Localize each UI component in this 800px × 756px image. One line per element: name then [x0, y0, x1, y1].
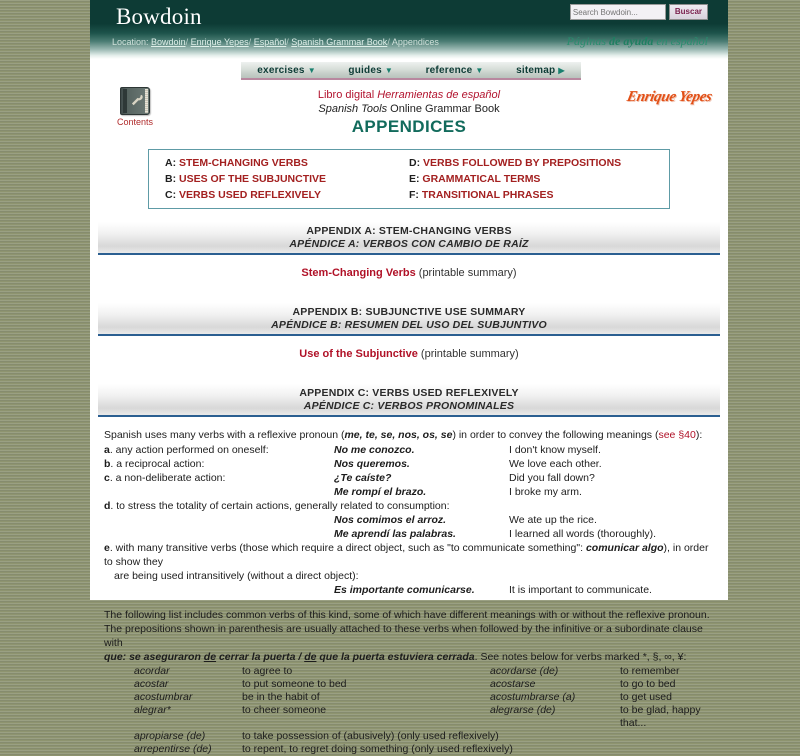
printable-summary-note: (printable summary): [417, 348, 519, 360]
site-tagline: [567, 34, 708, 49]
meaning-reflexive: to get used: [620, 691, 672, 703]
nav-item-label: exercises: [257, 64, 305, 76]
note-emph-2: cerrar la puerta /: [216, 651, 305, 663]
reflexive-verb-table: [134, 665, 714, 756]
breadcrumb-separator: /: [185, 37, 189, 47]
table-row: [134, 743, 714, 756]
meaning-text: . a non-deliberate action:: [109, 472, 226, 484]
verb-reflexive: acostumbrarse (a): [490, 691, 576, 703]
breadcrumb-separator: /: [248, 37, 252, 47]
section-title-es: APÉNDICE C: VERBOS PRONOMINALES: [303, 400, 515, 412]
breadcrumb-item-espanol[interactable]: Español: [253, 37, 287, 47]
meaning-reflexive: to go to bed: [620, 678, 676, 690]
index-letter: B:: [165, 173, 177, 185]
example-english: We ate up the rice.: [509, 514, 597, 526]
example-english: I learned all words (thoroughly).: [509, 528, 657, 540]
example-english: It is important to communicate.: [509, 584, 652, 596]
breadcrumb-separator: /: [387, 37, 390, 47]
example-spanish: Nos queremos.: [334, 458, 410, 470]
section-header-appendix-a: [98, 222, 720, 255]
nav-item-label: sitemap: [516, 64, 556, 76]
chevron-down-icon: ▼: [384, 65, 393, 75]
meaning-marker: e: [104, 542, 110, 554]
index-letter: E:: [409, 173, 420, 185]
index-entry-e: [409, 173, 653, 185]
tagline-bold: de ayuda: [609, 34, 654, 48]
note-line-3: [104, 650, 714, 664]
note-line-2: The prepositions shown in parenthesis are usually attached to these verbs when followed by the infinitive or a subordinate clause with: [104, 623, 703, 649]
index-letter: D:: [409, 157, 421, 169]
appendix-index-grid: [165, 157, 653, 201]
note-tail: . See notes below for verbs marked *, §, ∞, ¥:: [474, 651, 687, 663]
subtitle-plain: Libro digital: [317, 89, 378, 101]
subtitle-plain: Online Grammar Book: [387, 103, 500, 115]
meaning-lead-b: [104, 457, 334, 471]
example-english: We love each other.: [509, 458, 602, 470]
meaning-nonreflexive: to take possession of (abusively) (only used reflexively): [242, 730, 499, 742]
meaning-row-e: [104, 583, 714, 597]
index-entry-d: [409, 157, 653, 169]
section-title-en: APPENDIX C: VERBS USED REFLEXIVELY: [299, 387, 519, 399]
nav-item-guides[interactable]: [348, 65, 393, 76]
appendix-a-summary-row: [90, 255, 728, 290]
meaning-text-1: . with many transitive verbs (those which require a direct object, such as "to communicate something":: [109, 542, 586, 554]
nav-item-label: reference: [425, 64, 473, 76]
meaning-marker: d: [104, 500, 111, 512]
meaning-row-d-1: [104, 513, 714, 527]
nav-item-exercises[interactable]: [257, 65, 316, 76]
printable-summary-note: (printable summary): [415, 267, 517, 279]
nav-strip: [241, 62, 581, 80]
page-title: APPENDICES: [351, 117, 467, 136]
search-submit-button[interactable]: Buscar: [669, 4, 708, 20]
meaning-reflexive: to be glad, happy that...: [620, 704, 701, 729]
note-emphasis: [104, 651, 475, 663]
meaning-text-2: ), in order to show they: [104, 542, 709, 568]
breadcrumb-separator: /: [286, 37, 289, 47]
chevron-right-icon: ▶: [558, 65, 565, 75]
meaning-row-a: [104, 443, 714, 457]
meaning-lead-spacer: [104, 513, 334, 527]
search-input[interactable]: [570, 4, 666, 20]
example-spanish: ¿Te caíste?: [334, 472, 392, 484]
breadcrumb-item-appendices: Appendices: [391, 37, 439, 47]
section-title-es: APÉNDICE B: RESUMEN DEL USO DEL SUBJUNTIVO: [271, 319, 547, 331]
appendix-c-body: [104, 428, 714, 664]
breadcrumb: [112, 37, 439, 47]
meaning-row-c: [104, 471, 714, 485]
tagline-prefix: Páginas: [566, 34, 610, 48]
meaning-text: . to stress the totality of certain actions, generally related to consumption:: [110, 500, 450, 512]
breadcrumb-item-spanish-grammar-book[interactable]: Spanish Grammar Book: [291, 37, 388, 47]
chevron-down-icon: ▼: [475, 65, 484, 75]
index-entry-a: [165, 157, 409, 169]
meaning-text: . any action performed on oneself:: [109, 444, 269, 456]
appendix-b-summary-row: [90, 336, 728, 371]
meaning-row-b: [104, 457, 714, 471]
meaning-row-d-2: [104, 527, 714, 541]
breadcrumb-item-enrique-yepes[interactable]: Enrique Yepes: [190, 37, 249, 47]
table-row: [134, 730, 714, 743]
breadcrumb-item-bowdoin[interactable]: Bowdoin: [151, 37, 186, 47]
index-link-stem-changing-verbs[interactable]: STEM-CHANGING VERBS: [179, 157, 308, 169]
verb-nonreflexive: acordar: [134, 665, 170, 677]
link-see-section-40[interactable]: see §40: [658, 429, 696, 441]
nav-item-reference[interactable]: [426, 65, 484, 76]
meaning-marker: b: [104, 458, 111, 470]
link-use-of-the-subjunctive-summary[interactable]: Use of the Subjunctive: [299, 348, 418, 360]
index-link-grammatical-terms[interactable]: GRAMMATICAL TERMS: [422, 173, 541, 185]
meaning-lead-e-cont: are being used intransitively (without a direct object):: [114, 570, 359, 582]
table-row: [134, 704, 714, 730]
contents-label: Contents: [116, 117, 154, 127]
meaning-lead-a: [104, 443, 334, 457]
breadcrumb-label: Location:: [112, 37, 149, 47]
subtitle-italic: Spanish Tools: [318, 103, 388, 115]
index-letter: F:: [409, 189, 419, 201]
nav-item-label: guides: [348, 64, 382, 76]
note-emph-3: que la puerta estuviera cerrada: [316, 651, 475, 663]
intro-text-2: ) in order to convey the following meanings (: [452, 429, 659, 441]
meaning-row-c-extra: [104, 485, 714, 499]
appendix-index-box: [148, 149, 670, 209]
section-header-appendix-c: [98, 384, 720, 417]
section-title-en: APPENDIX A: STEM-CHANGING VERBS: [306, 225, 512, 237]
verb-reflexive: acordarse (de): [490, 665, 559, 677]
table-row: [134, 665, 714, 678]
index-entry-c: [165, 189, 409, 201]
wrench-icon: [130, 92, 144, 108]
meaning-lead-d: [104, 499, 714, 513]
index-letter: A:: [165, 157, 177, 169]
meaning-lead-e: [104, 541, 714, 569]
contents-link[interactable]: [110, 87, 160, 127]
meaning-marker: a: [104, 444, 110, 456]
index-link-verbs-used-reflexively[interactable]: VERBS USED REFLEXIVELY: [179, 189, 321, 201]
meaning-nonreflexive: to cheer someone: [242, 704, 327, 716]
meaning-nonreflexive: to put someone to bed: [242, 678, 347, 690]
main-navigation: [90, 62, 728, 79]
index-entry-f: [409, 189, 653, 201]
index-link-uses-of-the-subjunctive[interactable]: USES OF THE SUBJUNCTIVE: [179, 173, 327, 185]
meaning-lead-spacer: [104, 583, 334, 597]
site-header: [90, 0, 728, 59]
index-letter: C:: [165, 189, 177, 201]
table-row: [134, 678, 714, 691]
meaning-text: . a reciprocal action:: [110, 458, 205, 470]
tagline-suffix: en español: [653, 34, 708, 48]
intro-text-3: ):: [695, 429, 703, 441]
meaning-nonreflexive: to agree to: [242, 665, 293, 677]
example-english: I don't know myself.: [509, 444, 601, 456]
example-spanish: Me rompí el brazo.: [334, 486, 427, 498]
example-spanish: Me aprendí las palabras.: [334, 528, 456, 540]
section-title-en: APPENDIX B: SUBJUNCTIVE USE SUMMARY: [292, 306, 526, 318]
example-english: I broke my arm.: [509, 486, 582, 498]
meaning-reflexive: to remember: [620, 665, 680, 677]
verb-nonreflexive: arrepentirse (de): [134, 743, 212, 755]
intro-text-1: Spanish uses many verbs with a reflexive pronoun (: [104, 429, 345, 441]
note-emph-underline-2: de: [304, 651, 317, 663]
index-entry-b: [165, 173, 409, 185]
index-link-verbs-followed-by-prepositions[interactable]: VERBS FOLLOWED BY PREPOSITIONS: [423, 157, 622, 169]
note-emph-underline-1: de: [203, 651, 217, 663]
meaning-lead-spacer: [104, 527, 334, 541]
appendix-c-intro: [104, 428, 714, 442]
verb-nonreflexive: apropiarse (de): [134, 730, 206, 742]
meaning-bold-phrase: comunicar algo: [585, 542, 664, 554]
section-header-appendix-b: [98, 303, 720, 336]
page-content: [90, 0, 728, 755]
verb-reflexive: acostarse: [490, 678, 536, 690]
section-title-es: APÉNDICE A: VERBOS CON CAMBIO DE RAÍZ: [289, 238, 529, 250]
link-stem-changing-verbs-summary[interactable]: Stem-Changing Verbs: [301, 267, 416, 279]
nav-item-sitemap[interactable]: [516, 65, 565, 76]
table-row: [134, 691, 714, 704]
verb-nonreflexive: acostar: [134, 678, 169, 690]
subtitle-italic: Herramientas de español: [377, 89, 501, 101]
verb-list-note: [104, 608, 714, 664]
meaning-nonreflexive: be in the habit of: [242, 691, 320, 703]
note-emph-1: que: se aseguraron: [104, 651, 204, 663]
page-title-block: [90, 87, 728, 143]
book-icon: [120, 87, 150, 115]
note-line-1: The following list includes common verbs of this kind, some of which have different meanings with or without the reflexive pronoun.: [104, 609, 710, 621]
enrique-yepes-signature-logo[interactable]: Enrique Yepes: [625, 89, 714, 105]
index-link-transitional-phrases[interactable]: TRANSITIONAL PHRASES: [421, 189, 554, 201]
chevron-down-icon: ▼: [307, 65, 316, 75]
meaning-lead-c: [104, 471, 334, 485]
meaning-marker: c: [104, 472, 110, 484]
example-english: Did you fall down?: [509, 472, 595, 484]
bowdoin-wordmark[interactable]: Bowdoin: [116, 4, 202, 29]
site-search: [570, 4, 708, 20]
meaning-lead-spacer: [104, 485, 334, 499]
example-spanish: Nos comimos el arroz.: [334, 514, 447, 526]
verb-reflexive: alegrarse (de): [490, 704, 556, 716]
intro-pronouns: me, te, se, nos, os, se: [344, 429, 453, 441]
meaning-nonreflexive: to repent, to regret doing something (only used reflexively): [242, 743, 513, 755]
example-spanish: No me conozco.: [334, 444, 415, 456]
example-spanish: Es importante comunicarse.: [334, 584, 475, 596]
verb-nonreflexive: acostumbrar: [134, 691, 193, 703]
verb-nonreflexive: alegrar*: [134, 704, 171, 716]
